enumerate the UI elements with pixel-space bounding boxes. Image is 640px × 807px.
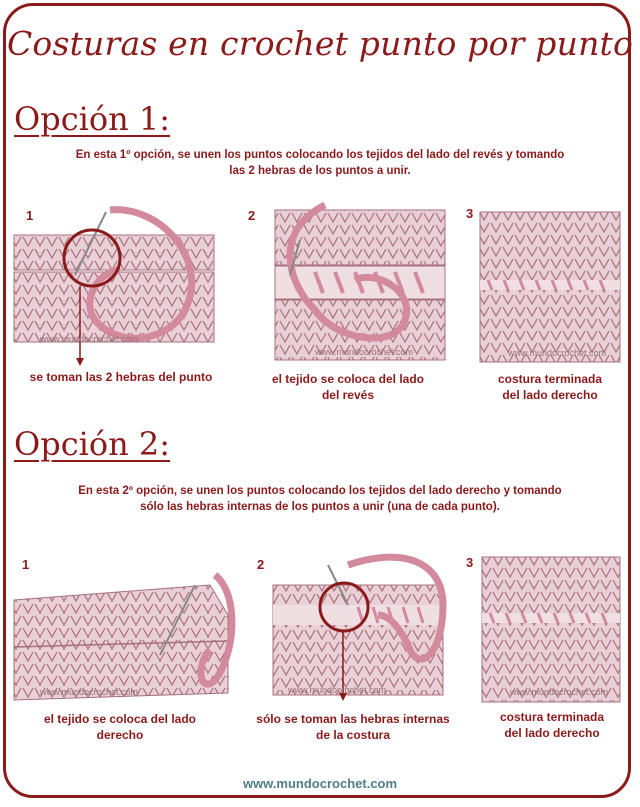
option1-step3-number: 3: [466, 206, 474, 221]
footer-website-link[interactable]: www.mundocrochet.com: [242, 776, 398, 791]
option1-step1-watermark: www.mundocrochet.com: [40, 334, 139, 344]
option1-step3-watermark: www.mundocrochet.com: [508, 348, 607, 358]
option2-step3-caption: costura terminada del lado derecho: [499, 710, 605, 740]
option2-step2-number: 2: [257, 557, 265, 572]
option2-step1-watermark: www.mundocrochet.com: [40, 687, 139, 697]
option2-step1-illustration: [10, 555, 240, 705]
option1-intro-line2: las 2 hebras de los puntos a unir.: [229, 165, 411, 177]
option2-step3-watermark: www.mundocrochet.com: [510, 687, 609, 697]
option2-step3-illustration: [480, 555, 622, 705]
option2-intro: [20, 483, 620, 515]
option2-step2-illustration: [268, 545, 458, 705]
option1-step1-number: 1: [26, 208, 34, 223]
option1-heading: Opción 1:: [14, 100, 171, 138]
option2-step2-watermark: www.mundocrochet.com: [288, 685, 387, 695]
option1-step1-illustration: [10, 200, 235, 370]
option1-step3-illustration: [478, 210, 623, 365]
option1-step2-caption: el tejido se coloca del lado del revés: [271, 372, 425, 402]
option2-step2-caption: sólo se toman las hebras internas de la costura: [256, 712, 450, 742]
option1-intro: [20, 147, 620, 179]
option1-step2-number: 2: [248, 208, 256, 223]
option1-step3-caption: costura terminada del lado derecho: [497, 372, 603, 402]
arrow-down-icon: [76, 358, 84, 366]
option2-heading: Opción 2:: [14, 425, 171, 463]
option1-intro-line1: En esta 1º opción, se unen los puntos colocando los tejidos del lado del revés y tomando: [75, 149, 565, 161]
option1-step1-caption: se toman las 2 hebras del punto: [29, 370, 213, 384]
option2-step3-number: 3: [466, 555, 474, 570]
page-title: Costuras en crochet punto por punto: [6, 24, 634, 63]
option2-intro-line1: En esta 2º opción, se unen los puntos colocando los tejidos del lado derecho y tomando: [78, 485, 562, 497]
option2-step1-number: 1: [22, 557, 30, 572]
option1-step2-illustration: [255, 200, 455, 370]
option2-step1-caption: el tejido se coloca del lado derecho: [43, 712, 197, 742]
option2-intro-line2: sólo las hebras internas de los puntos a unir (una de cada punto).: [140, 501, 500, 513]
option1-step2-watermark: www.mundocrochet.com: [315, 347, 414, 357]
